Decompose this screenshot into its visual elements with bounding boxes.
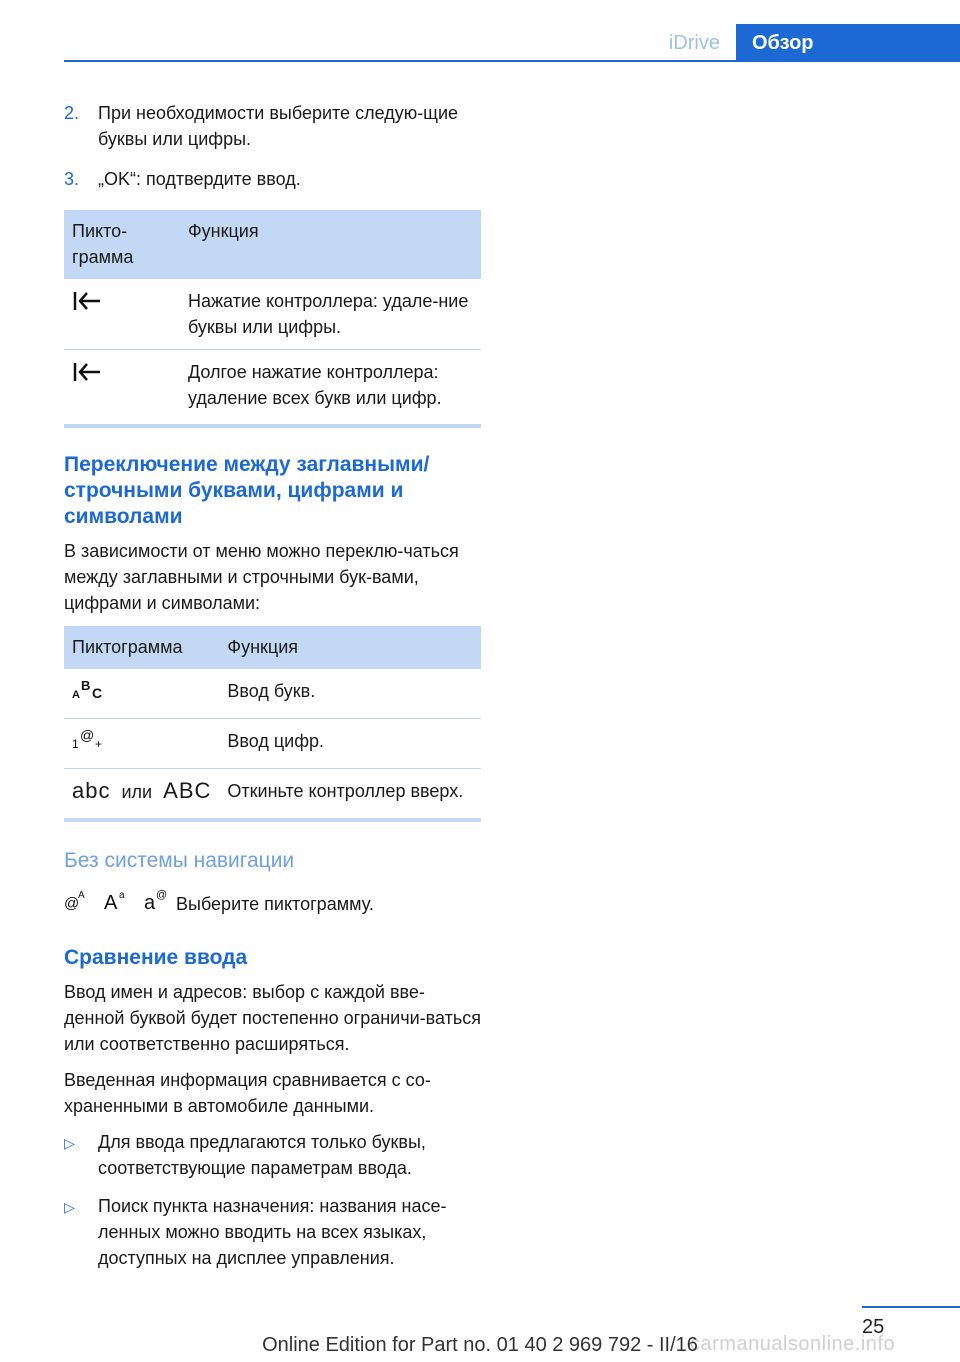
table-header-function: Функция (219, 626, 481, 669)
section-title-input-compare: Сравнение ввода (64, 946, 248, 969)
edition-note: Online Edition for Part no. 01 40 2 969 792 - II/16 (262, 1334, 698, 1356)
header-chapter-tab: Обзор (736, 24, 960, 62)
bullet-text: Для ввода предлагаются только буквы, соответствующие параметрам ввода. (98, 1132, 426, 1178)
footer-rule (862, 1306, 960, 1308)
bullet-item (64, 1129, 481, 1181)
svg-text:a: a (144, 892, 156, 912)
step-text: „OK“: подтвердите ввод. (98, 169, 301, 189)
input-mode-icons-row (64, 888, 481, 919)
svg-text:B: B (81, 678, 91, 693)
svg-text:@: @ (156, 889, 168, 901)
table-cell-function: Ввод цифр. (219, 719, 481, 769)
case-toggle-icon (64, 769, 219, 821)
svg-text:a: a (119, 890, 125, 901)
bullet-text: Поиск пункта назначения: названия насе-ленных можно вводить на всех языках, доступных на дисплее управления. (98, 1196, 447, 1268)
step-item (64, 100, 481, 152)
or-label: или (121, 782, 153, 802)
A-a-icon (104, 888, 130, 919)
table-row (64, 279, 481, 350)
step-number: 2. (64, 103, 80, 123)
svg-text:1: 1 (72, 737, 79, 751)
main-column (64, 100, 481, 1283)
triangle-bullet-icon: ▷ (64, 1135, 75, 1151)
table-cell-function: Откиньте контроллер вверх. (219, 769, 481, 821)
svg-text:@: @ (80, 728, 95, 743)
section-title-case-switch: Переключение между заглавными/ строчными буквами, цифрами и символами (64, 453, 430, 528)
table-cell-function: Нажатие контроллера: удале-ние буквы или цифры. (180, 279, 481, 350)
table-row (64, 719, 481, 769)
table-header-icon: Пикто-грамма (64, 210, 180, 279)
svg-text:A: A (72, 689, 80, 701)
table-header-function: Функция (180, 210, 481, 279)
table-cell-function: Ввод букв. (219, 669, 481, 719)
svg-text:+: + (95, 737, 103, 751)
table-row (64, 769, 481, 821)
header-section-label: iDrive (668, 32, 720, 54)
page-number: 25 (862, 1316, 885, 1338)
section-paragraph: Ввод имен и адресов: выбор с каждой вве-денной буквой будет постепенно ограничи-ваться или соответственно расширяться. (64, 982, 481, 1054)
table-header-icon: Пиктограмма (64, 626, 219, 669)
at-A-icon (64, 888, 90, 919)
step-item (64, 166, 481, 192)
a-at-icon (144, 888, 170, 919)
section-title-no-nav: Без системы навигации (64, 849, 295, 872)
section-paragraph: В зависимости от меню можно переклю-чаться между заглавными и строчными бук-вами, цифрами и символами: (64, 541, 459, 613)
abc-icon: abc (72, 778, 111, 803)
triangle-bullet-icon: ▷ (64, 1199, 75, 1215)
ABC-icon: ABC (163, 778, 212, 803)
bullet-item (64, 1193, 481, 1271)
digits-input-icon (64, 719, 219, 769)
table-row (64, 669, 481, 719)
watermark: carmanualsonline.info (690, 1333, 896, 1355)
backspace-icon (64, 350, 180, 427)
section-paragraph: Введенная информация сравнивается с со-храненными в автомобиле данными. (64, 1070, 431, 1116)
select-icon-text: Выберите пиктограмму. (176, 893, 374, 914)
step-number: 3. (64, 169, 80, 189)
svg-text:@: @ (64, 895, 80, 912)
backspace-icon (64, 279, 180, 350)
svg-text:C: C (92, 685, 103, 701)
svg-text:A: A (78, 890, 85, 901)
table-row (64, 350, 481, 427)
svg-text:A: A (104, 892, 118, 912)
input-mode-table (64, 626, 481, 822)
step-text: При необходимости выберите следую-щие буквы или цифры. (98, 103, 459, 149)
letters-input-icon (64, 669, 219, 719)
table-cell-function: Долгое нажатие контроллера: удаление всех букв или цифр. (180, 350, 481, 427)
delete-functions-table (64, 210, 481, 428)
